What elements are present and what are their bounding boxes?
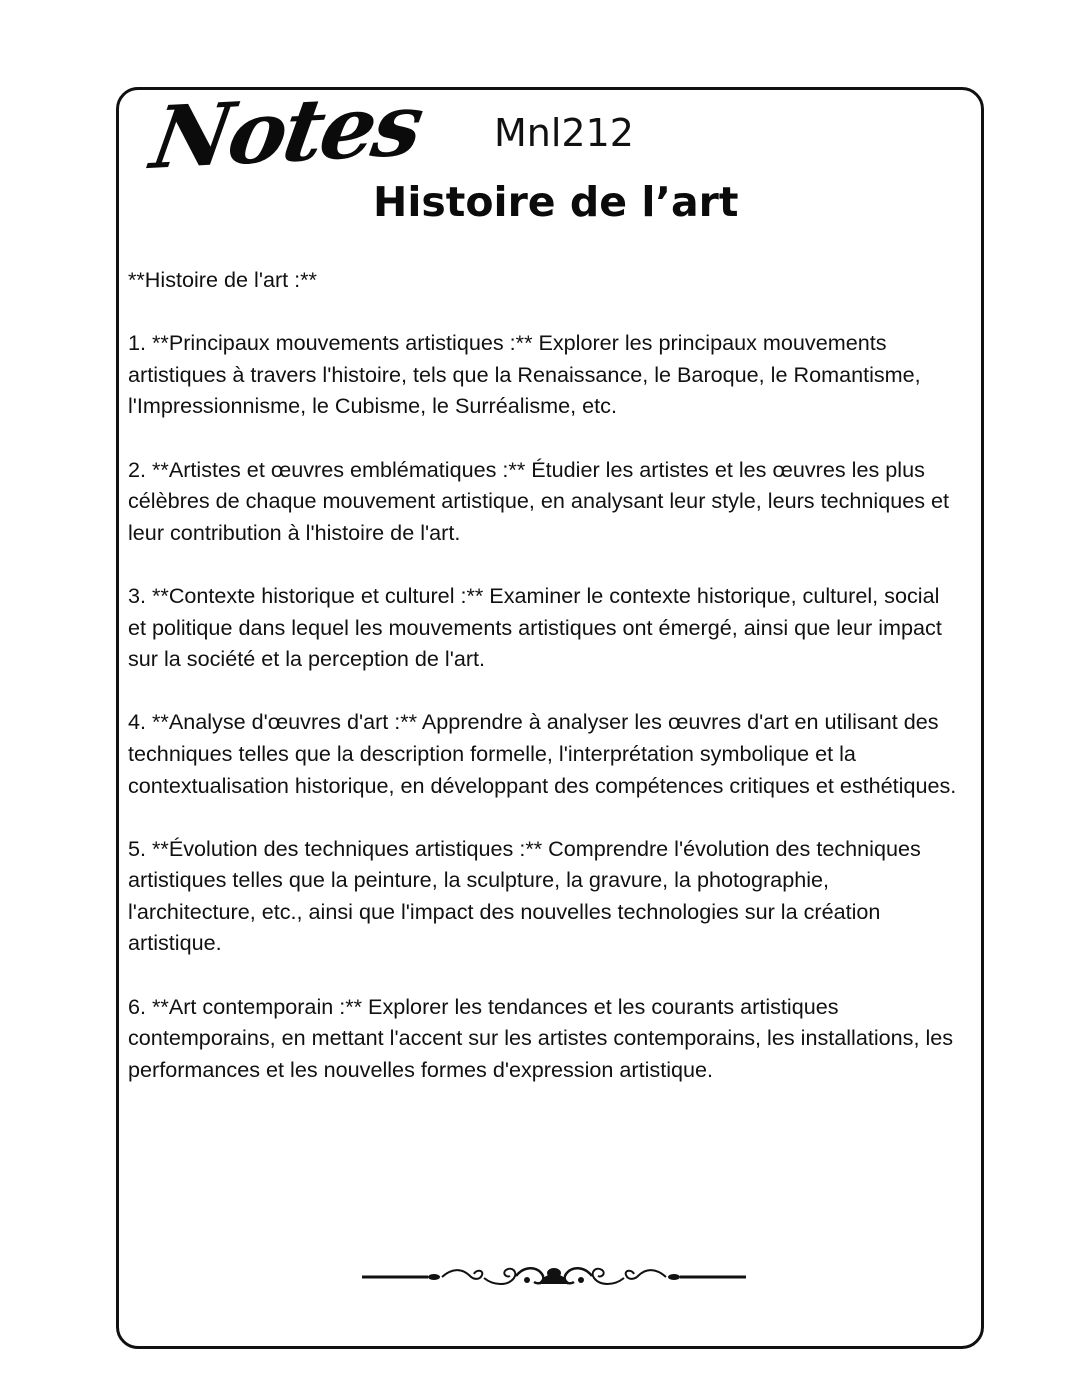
list-item: 4. **Analyse d'œuvres d'art :** Apprendre à analyser les œuvres d'art en utilisant des techniques telles que la description formelle, l'interprétation symbolique et la contextualisation historique, en développant des compétences critiques et esthétiques. — [128, 709, 957, 798]
list-item: 2. **Artistes et œuvres emblématiques :** Étudier les artistes et les œuvres les plus célèbres de chaque mouvement artistique, en analysant leur style, leurs techniques et leur contribution à l'histoire de l'art. — [128, 456, 950, 545]
list-item: 5. **Évolution des techniques artistiques :** Comprendre l'évolution des techniques artistiques telles que la peinture, la sculpture, la gravure, la photographie, l'architecture, etc., ainsi que l'impact des nouvelles technologies sur la création artistique. — [128, 835, 921, 956]
notes-logo: Notes — [144, 74, 428, 189]
notes-heading: **Histoire de l'art :** — [128, 267, 317, 292]
course-code: Mnl212 — [494, 111, 634, 155]
list-item: 1. **Principaux mouvements artistiques :** Explorer les principaux mouvements artistiques à travers l'histoire, tels que la Renaissance, le Baroque, le Romantisme, l'Impressionnisme, le Cubisme, le Surréalisme, etc. — [128, 330, 921, 419]
page-title: Histoire de l’art — [373, 178, 739, 226]
notes-body — [128, 264, 958, 1117]
list-item: 3. **Contexte historique et culturel :** Examiner le contexte historique, culturel, social et politique dans lequel les mouvements artistiques ont émergé, ainsi que leur impact sur la société et la perception de l'art. — [128, 582, 942, 672]
list-item: 6. **Art contemporain :** Explorer les tendances et les courants artistiques contemporains, en mettant l'accent sur les artistes contemporains, les installations, les performances et les nouvelles formes d'expression artistique. — [128, 993, 954, 1082]
ornamental-divider-icon — [362, 1264, 746, 1290]
